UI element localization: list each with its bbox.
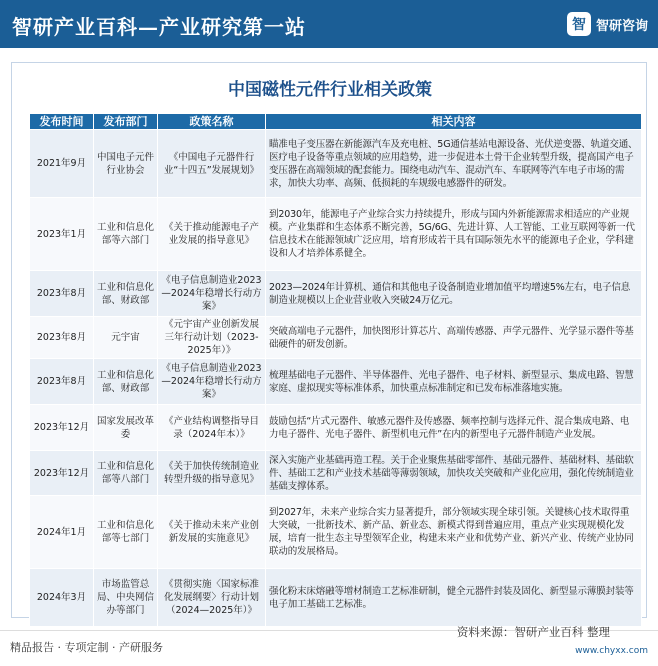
cell-time: 2021年9月 [30, 130, 94, 198]
cell-dept: 工业和信息化部等八部门 [94, 451, 158, 496]
brand-name: 智研咨询 [595, 18, 648, 34]
cell-policy-name: 《贯彻实施〈国家标准化发展纲要〉行动计划（2024—2025年）》 [158, 569, 266, 627]
cell-time: 2023年8月 [30, 359, 94, 405]
footer-source: 资料来源：智研产业百科 整理 [456, 625, 610, 639]
cell-dept: 国家发展改革委 [94, 405, 158, 451]
top-header [0, 0, 658, 48]
cell-dept: 工业和信息化部、财政部 [94, 271, 158, 317]
cell-dept: 元宇宙 [94, 317, 158, 359]
cell-dept: 工业和信息化部等六部门 [94, 198, 158, 271]
cell-content: 到2027年，未来产业综合实力显著提升，部分领域实现全球引领。关键核心技术取得重大突破，一批新技术、新产品、新业态、新模式得到普遍应用，重点产业实现规模化发展，培育一批生态主导型领军企业，构建未来产业和优势产业、新兴产业、传统产业协同联动的发展格局。 [266, 496, 642, 569]
cell-content: 2023—2024年计算机、通信和其他电子设备制造业增加值平均增速5%左右，电子信息制造业规模以上企业营业收入突破24万亿元。 [266, 271, 642, 317]
brand[interactable] [567, 12, 648, 36]
footer-tagline: 精品报告 · 专项定制 · 产研服务 [10, 641, 163, 654]
column-header-time: 发布时间 [30, 114, 94, 130]
table-row [30, 271, 642, 317]
table-row [30, 130, 642, 198]
column-header-name: 政策名称 [158, 114, 266, 130]
cell-content: 鼓励包括“片式元器件、敏感元器件及传感器、频率控制与选择元件、混合集成电路、电力电子器件、光电子器件、新型机电元件”在内的新型电子元器件制造产业发展。 [266, 405, 642, 451]
table-row [30, 496, 642, 569]
column-header-content: 相关内容 [266, 114, 642, 130]
cell-policy-name: 《关于推动能源电子产业发展的指导意见》 [158, 198, 266, 271]
cell-policy-name: 《产业结构调整指导目录（2024年本）》 [158, 405, 266, 451]
cell-time: 2024年1月 [30, 496, 94, 569]
cell-time: 2023年1月 [30, 198, 94, 271]
table-row [30, 198, 642, 271]
cell-policy-name: 《电子信息制造业2023—2024年稳增长行动方案》 [158, 271, 266, 317]
cell-content: 瞄准电子变压器在新能源汽车及充电桩、5G通信基站电源设备、光伏逆变器、轨道交通、医疗电子设备等重点领域的应用趋势，进一步促进本土骨干企业转型升级，提高国产电子变压器在高端领域的配套能力。围绕电动汽车、混动汽车、车联网等汽车电子市场的需求，加快大功率、高频、低损耗的车规级电感器件的研发。 [266, 130, 642, 198]
cell-content: 突破高端电子元器件，加快图形计算芯片、高端传感器、声学元器件、光学显示器件等基础硬件的研发创新。 [266, 317, 642, 359]
site-title: 智研产业百科—产业研究第一站 [12, 15, 306, 39]
table-header-row [30, 114, 642, 130]
cell-policy-name: 《元宇宙产业创新发展三年行动计划（2023-2025年）》 [158, 317, 266, 359]
cell-policy-name: 《中国电子元器件行业“十四五”发展规划》 [158, 130, 266, 198]
table-row [30, 405, 642, 451]
cell-content: 强化粉末床熔融等增材制造工艺标准研制，健全元器件封装及固化、新型显示薄膜封装等电子加工基础工艺标准。 [266, 569, 642, 627]
cell-policy-name: 《电子信息制造业2023—2024年稳增长行动方案》 [158, 359, 266, 405]
footer-url[interactable]: www.chyxx.com [575, 646, 648, 656]
cell-content: 梳理基础电子元器件、半导体器件、光电子器件、电子材料、新型显示、集成电路、智慧家庭、虚拟现实等标准体系，加快重点标准制定和已发布标准落地实施。 [266, 359, 642, 405]
cell-time: 2023年12月 [30, 451, 94, 496]
table-row [30, 569, 642, 627]
policy-table [29, 113, 642, 627]
cell-dept: 工业和信息化部、财政部 [94, 359, 158, 405]
table-row [30, 359, 642, 405]
cell-time: 2023年8月 [30, 317, 94, 359]
cell-time: 2023年12月 [30, 405, 94, 451]
cell-dept: 市场监管总局、中央网信办等部门 [94, 569, 158, 627]
cell-content: 深入实施产业基础再造工程。关于企业聚焦基础零部件、基础元器件、基础材料、基础软件、基础工艺和产业技术基础等薄弱领域，加快攻关突破和产业化应用，强化传统制造业基础支撑体系。 [266, 451, 642, 496]
document-title: 中国磁性元件行业相关政策 [228, 80, 432, 100]
column-header-dept: 发布部门 [94, 114, 158, 130]
cell-policy-name: 《关于推动未来产业创新发展的实施意见》 [158, 496, 266, 569]
table-row [30, 451, 642, 496]
policy-panel [11, 62, 647, 618]
table-row [30, 317, 642, 359]
cell-policy-name: 《关于加快传统制造业转型升级的指导意见》 [158, 451, 266, 496]
cell-time: 2023年8月 [30, 271, 94, 317]
cell-time: 2024年3月 [30, 569, 94, 627]
cell-dept: 工业和信息化部等七部门 [94, 496, 158, 569]
cell-content: 到2030年，能源电子产业综合实力持续提升，形成与国内外新能源需求相适应的产业规模。产业集群和生态体系不断完善，5G/6G、先进计算、人工智能、工业互联网等新一代信息技术在能源领域广泛应用，培育形成若干具有国际领先水平的能源电子企业，学科建设和人才培养体系健全。 [266, 198, 642, 271]
cell-dept: 中国电子元件行业协会 [94, 130, 158, 198]
brand-logo-icon: 智 [567, 12, 591, 36]
